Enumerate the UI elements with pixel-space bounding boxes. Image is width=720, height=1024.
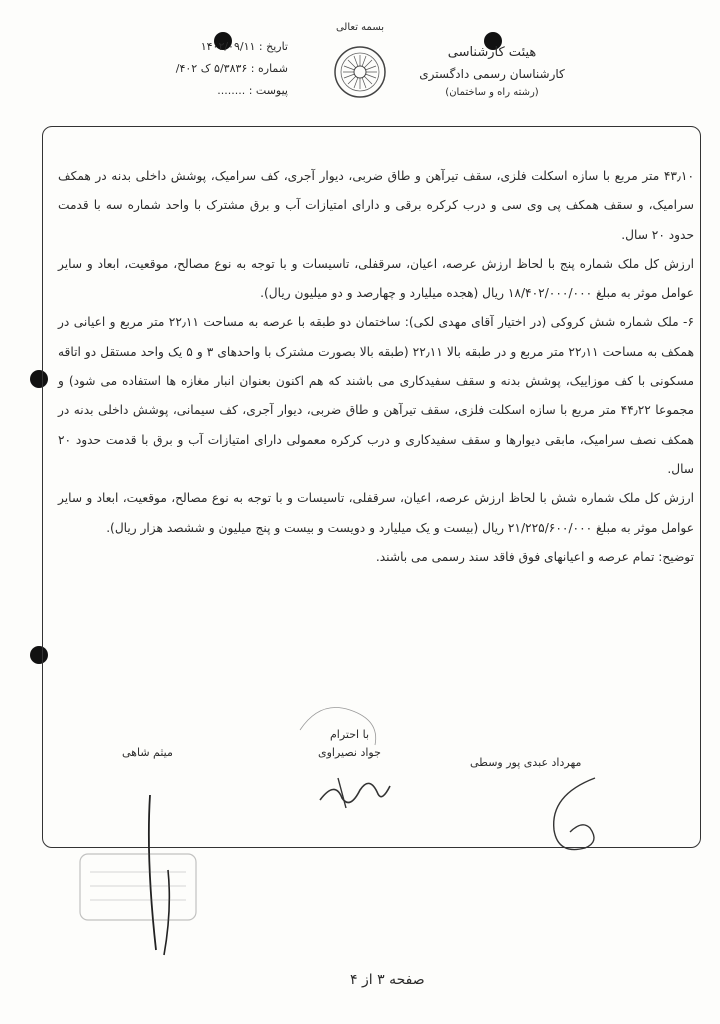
attachment-field: پیوست : ........ (217, 84, 288, 97)
judiciary-emblem-icon (333, 45, 387, 99)
letterhead-title: هیئت کارشناسی (447, 45, 537, 60)
paragraph-property-5-value: ارزش کل ملک شماره پنج با لحاظ ارزش عرصه، اعیان، سرقفلی، تاسیسات و با توجه به نوع مصالح، موقعیت، ابعاد و سایر عوامل موثر به مبلغ ۱۸/۴۰۲/۰۰۰/۰۰۰ ریال (هجده میلیارد و چهارصد و دو میلیون ریال). (58, 256, 694, 301)
document-body (58, 162, 694, 572)
letterhead-field: (رشته راه و ساختمان) (445, 87, 539, 98)
signature-right-name: مهرداد عبدی پور وسطی (470, 756, 582, 769)
paragraph-property-6-desc: ۶- ملک شماره شش کروکی (در اختیار آقای مهدی لکی): ساختمان دو طبقه با عرصه به مساحت ۲۲٫۱۱ متر مربع و اعیانی در همکف به مساحت ۲۲٫۱۱ متر مربع و در طبقه بالا ۲۲٫۱۱ (طبقه بالا بصورت مشترک با واحدهای ۳ و ۵ یک واحد مستقل دو اتاقه مسکونی با کف موزاییک، پوشش بدنه و سقف سفیدکاری می باشند که هم اکنون بعنوان انبار مغازه ها استفاده می شود) و مجموعا ۴۴٫۲۲ متر مربع با سازه اسکلت فلزی، سقف تیرآهن و طاق ضربی، دیوار آجری، کف سیمانی، پوشش داخلی بدنه در همکف نصف سرامیک، مابقی دیوارها و سقف سفیدکاری و درب کرکره معمولی دارای امتیازات آب و برق با قدمت حدود ۲۰ سال. (58, 315, 694, 476)
letter-meta (118, 36, 288, 102)
letterhead (392, 42, 592, 102)
signature-left-name: میثم شاهی (122, 746, 173, 759)
paragraph-property-5-desc: ۴۳٫۱۰ متر مربع با سازه اسکلت فلزی، سقف تیرآهن و طاق ضربی، دیوار آجری، کف سرامیک، پوشش داخلی بدنه در همکف سرامیک، و سقف همکف پی وی سی و درب کرکره برقی و دارای امتیازات آب و برق مشترک با واحد شماره سه با قدمت حدود ۲۰ سال. (58, 169, 694, 242)
right-signature-icon (540, 770, 620, 860)
page-number: صفحه ۳ از ۴ (350, 972, 425, 988)
signature-greeting: با احترام (330, 728, 370, 741)
faded-stamp-icon (78, 852, 198, 922)
letterhead-subtitle: کارشناسان رسمی دادگستری (419, 67, 565, 81)
basmala: بسمه تعالی (335, 22, 385, 33)
paragraph-property-6-value: ارزش کل ملک شماره شش با لحاظ ارزش عرصه، اعیان، سرقفلی، تاسیسات و با توجه به نوع مصالح، موقعیت، ابعاد و سایر عوامل موثر به مبلغ ۲۱/۲۲۵/۶۰۰/۰۰۰ ریال (بیست و یک میلیارد و دویست و بیست و پنج میلیون و ششصد هزار ریال). (58, 491, 694, 535)
date-field: تاریخ : ۱۴۰۲/۰۹/۱۱ (200, 40, 288, 53)
signature-center-name: جواد نصیراوی (318, 746, 381, 759)
paragraph-note: توضیح: تمام عرصه و اعیانهای فوق فاقد سند رسمی می باشند. (375, 549, 694, 564)
number-field: شماره : ۵/۳۸۳۶ ک ۴۰۲/ (175, 62, 288, 75)
center-signature-icon (280, 690, 410, 830)
